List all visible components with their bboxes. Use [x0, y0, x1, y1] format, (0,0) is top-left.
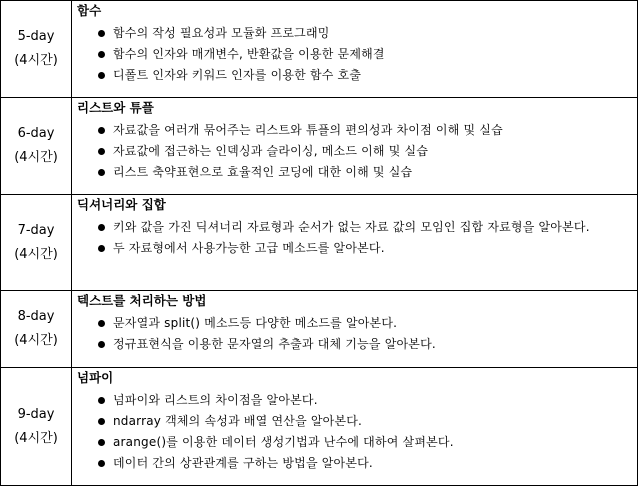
topic-cell	[72, 98, 638, 195]
hours-label: (4시간)	[14, 246, 58, 262]
table-row	[1, 98, 638, 195]
day-cell	[1, 1, 72, 98]
list-item-text: 키와 값을 가진 딕셔너리 자료형과 순서가 없는 자료 값의 모임인 집합 자료형을 알아본다.	[113, 220, 590, 234]
list-item	[77, 390, 631, 411]
day-label: 9-day	[17, 406, 55, 422]
list-item-text: 문자열과 split() 메소드등 다양한 메소드를 알아본다.	[113, 316, 398, 330]
list-item	[77, 23, 631, 44]
list-item	[77, 432, 631, 453]
bullet-icon	[98, 148, 105, 155]
topic-list	[77, 390, 631, 474]
bullet-icon	[98, 72, 105, 79]
day-cell	[1, 368, 72, 486]
day-label: 8-day	[17, 309, 55, 324]
list-item	[77, 65, 631, 86]
list-item-text: 함수의 작성 필요성과 모듈화 프로그래밍	[113, 26, 330, 40]
day-label: 7-day	[17, 222, 55, 238]
topic-cell	[72, 195, 638, 291]
table-row	[1, 291, 638, 368]
list-item-text: 자료값에 접근하는 인덱싱과 슬라이싱, 메소드 이해 및 실습	[113, 144, 429, 158]
bullet-icon	[98, 30, 105, 37]
topic-list	[77, 120, 631, 183]
hours-label: (4시간)	[14, 53, 58, 68]
list-item	[77, 238, 631, 259]
topic-list	[77, 217, 631, 259]
list-item-text: 두 자료형에서 사용가능한 고급 메소드를 알아본다.	[113, 241, 385, 255]
list-item-text: 정규표현식을 이용한 문자열의 추출과 대체 기능을 알아본다.	[113, 337, 436, 351]
list-item-text: 데이터 간의 상관관계를 구하는 방법을 알아본다.	[113, 456, 373, 470]
bullet-icon	[98, 418, 105, 425]
topic-list	[77, 313, 631, 355]
bullet-icon	[98, 460, 105, 467]
list-item-text: arange()를 이용한 데이터 생성기법과 난수에 대하여 살펴본다.	[113, 435, 454, 449]
topic-cell	[72, 368, 638, 486]
list-item-text: 함수의 인자와 매개변수, 반환값을 이용한 문제해결	[113, 47, 385, 61]
list-item	[77, 141, 631, 162]
day-cell	[1, 195, 72, 291]
topic-cell	[72, 1, 638, 98]
bullet-icon	[98, 397, 105, 404]
list-item	[77, 411, 631, 432]
list-item	[77, 334, 631, 355]
bullet-icon	[98, 245, 105, 252]
list-item	[77, 120, 631, 141]
list-item	[77, 162, 631, 183]
bullet-icon	[98, 224, 105, 231]
list-item-text: 자료값을 여러개 묶어주는 리스트와 튜플의 편의성과 차이점 이해 및 실습	[113, 123, 503, 137]
hours-label: (4시간)	[14, 333, 58, 348]
bullet-icon	[98, 127, 105, 134]
list-item	[77, 453, 631, 474]
list-item-text: 디폴트 인자와 키워드 인자를 이용한 함수 호출	[113, 68, 362, 82]
topic-title: 리스트와 튜플	[77, 100, 154, 115]
topic-title: 넘파이	[77, 370, 114, 385]
table-row	[1, 368, 638, 486]
topic-title: 텍스트를 처리하는 방법	[77, 293, 207, 308]
bullet-icon	[98, 439, 105, 446]
topic-title: 함수	[77, 3, 102, 18]
day-cell	[1, 98, 72, 195]
day-label: 6-day	[17, 126, 55, 141]
hours-label: (4시간)	[14, 150, 58, 165]
topic-title: 딕셔너리와 집합	[77, 197, 166, 212]
list-item	[77, 44, 631, 65]
topic-cell	[72, 291, 638, 368]
bullet-icon	[98, 320, 105, 327]
list-item-text: 리스트 축약표현으로 효율적인 코딩에 대한 이해 및 실습	[113, 165, 413, 179]
list-item	[77, 313, 631, 334]
bullet-icon	[98, 51, 105, 58]
hours-label: (4시간)	[14, 430, 58, 446]
day-cell	[1, 291, 72, 368]
list-item-text: 넘파이와 리스트의 차이점을 알아본다.	[113, 393, 318, 407]
table-row	[1, 1, 638, 98]
bullet-icon	[98, 169, 105, 176]
day-label: 5-day	[17, 29, 55, 44]
topic-list	[77, 23, 631, 86]
table-row	[1, 195, 638, 291]
list-item	[77, 217, 631, 238]
list-item-text: ndarray 객체의 속성과 배열 연산을 알아본다.	[113, 414, 363, 428]
bullet-icon	[98, 341, 105, 348]
